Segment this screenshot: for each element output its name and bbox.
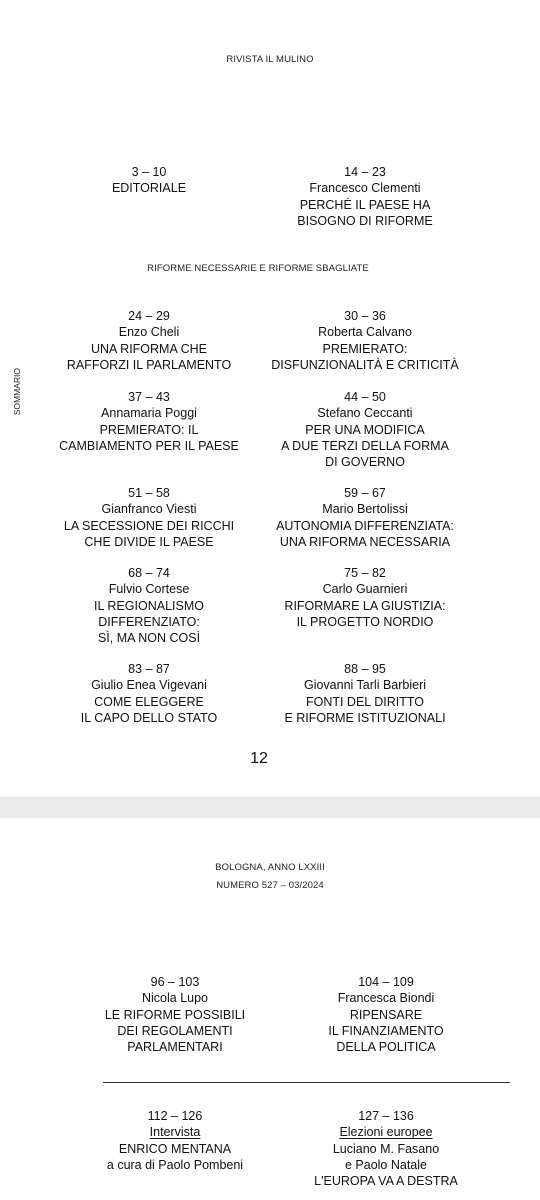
entry-author: a cura di Paolo Pombeni (106, 1157, 244, 1172)
entry-pages: 83 – 87 (128, 662, 170, 676)
entry-pages: 14 – 23 (344, 165, 386, 179)
entry-title: DI GOVERNO (325, 455, 405, 470)
side-label: SOMMARIO (12, 368, 22, 416)
toc-entry-right (261, 1108, 511, 1189)
entry-title: L'EUROPA VA A DESTRA (314, 1174, 458, 1189)
entry-title: PARLAMENTARI (127, 1040, 223, 1055)
entry-title: IL REGIONALISMO (94, 598, 204, 613)
toc-entry-left (24, 389, 274, 454)
entry-pages: 3 – 10 (131, 165, 167, 179)
entry-title: LE RIFORME POSSIBILI (104, 1007, 246, 1022)
entry-title: UNA RIFORMA CHE (91, 341, 207, 356)
entry-title: COME ELEGGERE (94, 694, 204, 709)
entry-pages: 68 – 74 (128, 566, 170, 580)
entry-author: Nicola Lupo (141, 991, 208, 1006)
toc-entry-right (261, 974, 511, 1055)
entry-pages: 88 – 95 (344, 662, 386, 676)
entry-author: Fulvio Cortese (108, 582, 190, 597)
entry-title: CHE DIVIDE IL PAESE (84, 534, 214, 549)
entry-title: DISFUNZIONALITÀ E CRITICITÀ (271, 357, 459, 372)
entry-title: IL PROGETTO NORDIO (296, 614, 434, 629)
entry-author: e Paolo Natale (344, 1157, 427, 1172)
entry-title: DEI REGOLAMENTI (117, 1023, 233, 1038)
entry-pages: 30 – 36 (344, 309, 386, 323)
entry-pages: 51 – 58 (128, 486, 170, 500)
issue-number: NUMERO 527 – 03/2024 (216, 880, 324, 891)
entry-author: Francesco Clementi (309, 181, 421, 196)
entry-author: Francesca Biondi (337, 991, 435, 1006)
entry-title: RIFORMARE LA GIUSTIZIA: (284, 598, 446, 613)
entry-author: Stefano Ceccanti (317, 406, 413, 421)
toc-entry-left (24, 661, 274, 726)
toc-entry-left (24, 565, 274, 646)
entry-pages: 24 – 29 (128, 309, 170, 323)
page-number: 12 (250, 750, 268, 767)
entry-pages: 112 – 126 (147, 1109, 203, 1123)
entry-pages: 96 – 103 (150, 975, 200, 989)
section-title: RIFORME NECESSARIE E RIFORME SBAGLIATE (147, 263, 369, 274)
entry-pages: 104 – 109 (358, 975, 414, 989)
entry-author: Mario Bertolissi (322, 502, 408, 517)
entry-title: PREMIERATO: IL (99, 422, 199, 437)
entry-title: UNA RIFORMA NECESSARIA (279, 534, 451, 549)
entry-title: ENRICO MENTANA (118, 1141, 232, 1156)
entry-pages: 37 – 43 (128, 390, 170, 404)
entry-title: EDITORIALE (111, 181, 187, 196)
entry-author: Carlo Guarnieri (322, 582, 408, 597)
entry-title: A DUE TERZI DELLA FORMA (281, 438, 449, 453)
entry-title: CAMBIAMENTO PER IL PAESE (59, 438, 239, 453)
entry-title: IL CAPO DELLO STATO (80, 710, 218, 725)
toc-entry-right (240, 389, 490, 470)
entry-rubric: Intervista (149, 1125, 201, 1140)
toc-entry-right (240, 565, 490, 630)
entry-pages: 44 – 50 (344, 390, 386, 404)
entry-pages: 75 – 82 (344, 566, 386, 580)
issue-place-year: BOLOGNA, ANNO LXXIII (215, 862, 325, 873)
entry-title: RAFFORZI IL PARLAMENTO (66, 357, 232, 372)
journal-page-2 (0, 818, 540, 1200)
entry-title: PERCHÉ IL PAESE HA (299, 197, 431, 212)
entry-title: SÌ, MA NON COSÌ (97, 631, 201, 646)
entry-author: Giovanni Tarli Barbieri (303, 678, 427, 693)
entry-author: Gianfranco Viesti (101, 502, 197, 517)
entry-title: BISOGNO DI RIFORME (297, 213, 433, 228)
entry-title: IL FINANZIAMENTO (328, 1023, 444, 1038)
entry-rubric: Elezioni europee (339, 1125, 433, 1140)
journal-header: RIVISTA IL MULINO (226, 54, 314, 65)
toc-entry-right (240, 164, 490, 229)
toc-entry-right (240, 485, 490, 550)
entry-title: PREMIERATO: (322, 341, 408, 356)
entry-title: PER UNA MODIFICA (305, 422, 425, 437)
entry-author: Luciano M. Fasano (332, 1141, 440, 1156)
entry-title: AUTONOMIA DIFFERENZIATA: (276, 518, 454, 533)
entry-author: Enzo Cheli (118, 325, 180, 340)
entry-title: FONTI DEL DIRITTO (305, 694, 425, 709)
toc-entry-left (24, 485, 274, 550)
entry-author: Annamaria Poggi (101, 406, 197, 421)
toc-entry-right (240, 308, 490, 373)
toc-entry-left (24, 308, 274, 373)
entry-title: DELLA POLITICA (336, 1040, 436, 1055)
divider-rule (103, 1082, 510, 1083)
entry-author: Giulio Enea Vigevani (91, 678, 207, 693)
entry-pages: 59 – 67 (344, 486, 386, 500)
entry-title: LA SECESSIONE DEI RICCHI (63, 518, 235, 533)
entry-pages: 127 – 136 (358, 1109, 414, 1123)
entry-author: Roberta Calvano (318, 325, 412, 340)
toc-entry-left (24, 164, 274, 197)
entry-title: E RIFORME ISTITUZIONALI (284, 710, 446, 725)
toc-entry-right (240, 661, 490, 726)
entry-title: DIFFERENZIATO: (98, 614, 200, 629)
entry-title: RIPENSARE (349, 1007, 423, 1022)
